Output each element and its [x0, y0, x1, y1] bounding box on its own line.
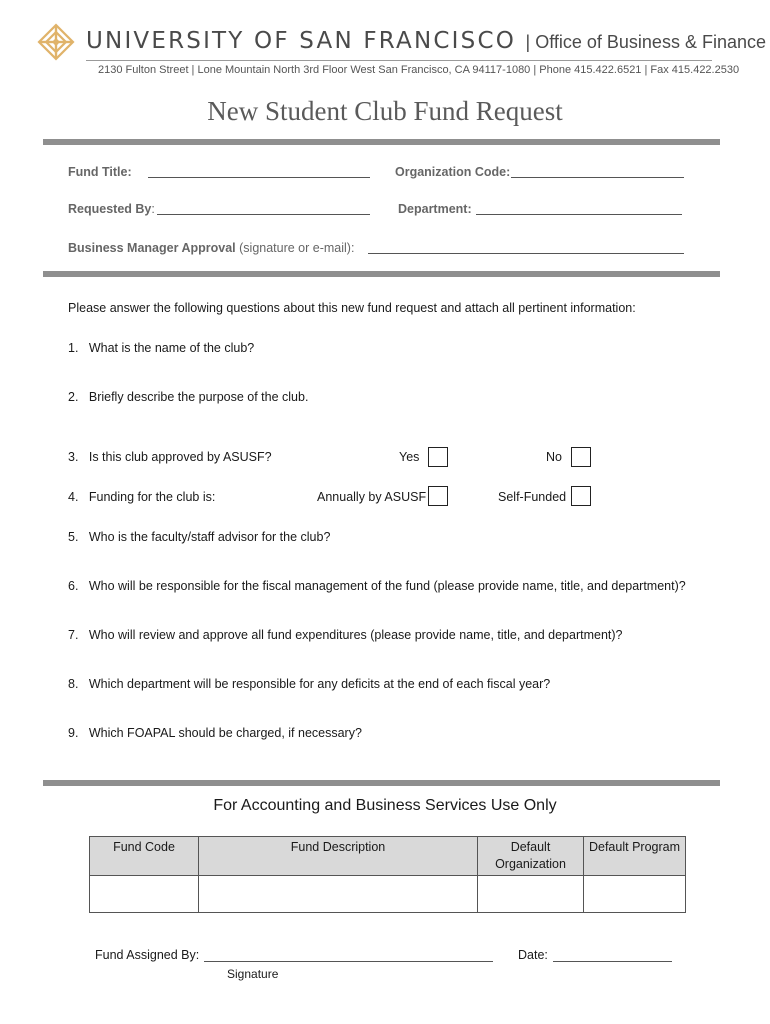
question-2: 2. Briefly describe the purpose of the club. [68, 390, 309, 404]
section-divider-bottom [43, 780, 720, 786]
fund-code-cell[interactable] [90, 876, 199, 913]
no-checkbox[interactable] [571, 447, 591, 467]
question-6: 6. Who will be responsible for the fiscal management of the fund (please provide name, title, and department)? [68, 579, 686, 593]
column-default-program: Default Program [584, 837, 686, 876]
section-divider-top [43, 139, 720, 145]
requested-by-field[interactable] [157, 214, 370, 215]
date-field[interactable] [553, 961, 672, 962]
column-fund-description: Fund Description [199, 837, 478, 876]
fund-assigned-by-label: Fund Assigned By: [95, 948, 200, 962]
department-field[interactable] [476, 214, 682, 215]
fund-description-cell[interactable] [199, 876, 478, 913]
department-label: Department: [398, 202, 472, 216]
no-label: No [546, 450, 562, 464]
fund-table-header [90, 837, 686, 876]
requested-by-label: Requested By: [68, 202, 155, 216]
question-3: 3. Is this club approved by ASUSF? [68, 450, 272, 464]
section-divider-middle [43, 271, 720, 277]
self-funded-checkbox[interactable] [571, 486, 591, 506]
usf-logo-icon [36, 22, 76, 62]
fund-title-field[interactable] [148, 177, 370, 178]
university-name: UNIVERSITY OF SAN FRANCISCO | Office of Business & Finance [86, 28, 766, 54]
yes-checkbox[interactable] [428, 447, 448, 467]
question-4: 4. Funding for the club is: [68, 490, 216, 504]
approval-label: Business Manager Approval (signature or e-mail): [68, 241, 355, 255]
yes-label: Yes [399, 450, 420, 464]
default-program-cell[interactable] [584, 876, 686, 913]
approval-field[interactable] [368, 253, 684, 254]
office-name: | Office of Business & Finance [525, 32, 766, 52]
question-1: 1. What is the name of the club? [68, 341, 255, 355]
column-fund-code: Fund Code [90, 837, 199, 876]
signature-caption: Signature [227, 967, 279, 981]
question-9: 9. Which FOAPAL should be charged, if necessary? [68, 726, 362, 740]
address-line: 2130 Fulton Street | Lone Mountain North 3rd Floor West San Francisco, CA 94117-1080 | Phone 415.422.6521 | Fax 415.422.2530 [98, 64, 740, 76]
fund-title-label: Fund Title: [68, 165, 132, 179]
organization-code-field[interactable] [511, 177, 684, 178]
question-5: 5. Who is the faculty/staff advisor for the club? [68, 530, 331, 544]
organization-code-label: Organization Code: [395, 165, 511, 179]
default-organization-cell[interactable] [478, 876, 584, 913]
intro-text: Please answer the following questions about this new fund request and attach all pertinent information: [68, 301, 636, 315]
annually-label: Annually by ASUSF [317, 490, 427, 504]
question-7: 7. Who will review and approve all fund expenditures (please provide name, title, and department)? [68, 628, 623, 642]
fund-table-row [90, 876, 686, 913]
column-default-organization: Default Organization [478, 837, 584, 876]
annually-checkbox[interactable] [428, 486, 448, 506]
fund-table [89, 836, 686, 913]
accounting-heading: For Accounting and Business Services Use Only [213, 797, 557, 814]
question-8: 8. Which department will be responsible for any deficits at the end of each fiscal year? [68, 677, 551, 691]
form-title: New Student Club Fund Request [207, 96, 563, 126]
self-funded-label: Self-Funded [498, 490, 567, 504]
date-label: Date: [518, 948, 548, 962]
fund-assigned-by-field[interactable] [204, 961, 493, 962]
header-divider [86, 60, 712, 61]
